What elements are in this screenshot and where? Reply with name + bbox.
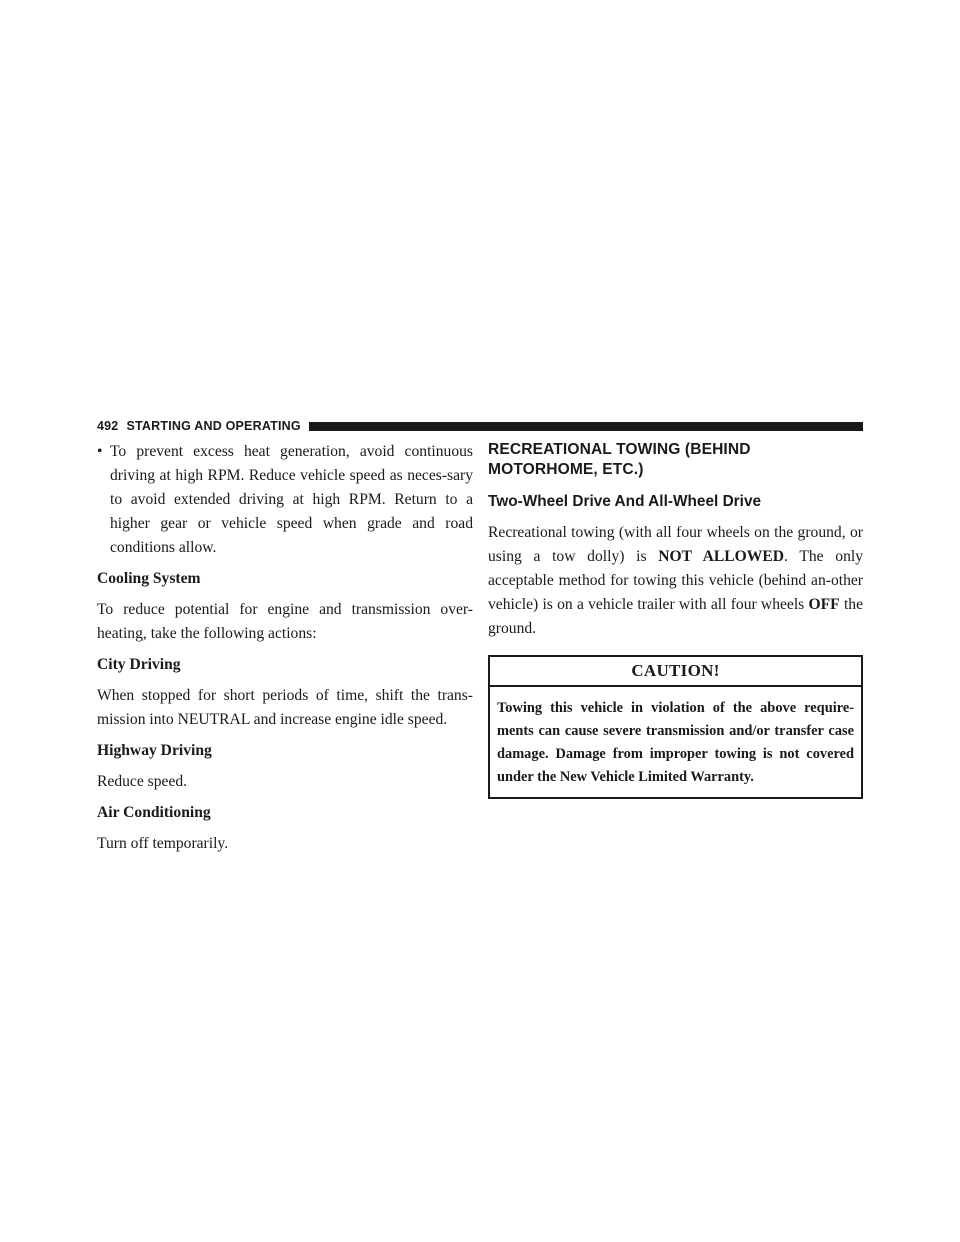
page-number: 492	[97, 419, 119, 433]
drive-type-heading: Two-Wheel Drive And All-Wheel Drive	[488, 493, 762, 510]
page-header	[97, 418, 863, 434]
not-allowed-text: NOT ALLOWED	[658, 548, 785, 565]
air-conditioning-text: Turn off temporarily.	[97, 835, 229, 852]
air-conditioning-heading: Air Conditioning	[97, 804, 211, 821]
cooling-system-heading: Cooling System	[97, 570, 201, 587]
recreational-towing-heading: RECREATIONAL TOWING (BEHIND MOTORHOME, ETC.)	[488, 441, 751, 478]
section-title: STARTING AND OPERATING	[126, 419, 301, 433]
city-driving-text: When stopped for short periods of time, shift the trans-mission into NEUTRAL and increase engine idle speed.	[97, 687, 473, 728]
caution-title: CAUTION!	[490, 657, 861, 687]
cooling-system-text: To reduce potential for engine and transmission over-heating, take the following actions:	[97, 601, 473, 642]
right-column	[488, 440, 863, 799]
towing-text-1: Recreational towing (with all four wheels on the ground, or using a tow dolly) is	[488, 524, 863, 565]
caution-text: Towing this vehicle in violation of the above require-ments can cause severe transmission and/or transfer case damage. Damage from improper towing is not covered under the New Vehicle Limited Warranty.	[497, 700, 854, 785]
caution-box	[488, 655, 863, 799]
highway-driving-text: Reduce speed.	[97, 773, 188, 790]
header-rule	[309, 422, 863, 431]
bullet-text: To prevent excess heat generation, avoid continuous driving at high RPM. Reduce vehicle speed as neces-sary to avoid extended driving at high RPM. Return to a higher gear or vehicle speed when grade and road conditions allow.	[110, 443, 473, 556]
left-column	[97, 440, 473, 863]
towing-text-2: . The only acceptable method for towing this vehicle (behind an-other vehicle) is on a vehicle trailer with all four wheels	[488, 548, 864, 613]
bullet-icon: •	[97, 443, 103, 460]
bullet-item	[97, 440, 473, 560]
highway-driving-heading: Highway Driving	[97, 742, 212, 759]
towing-paragraph	[488, 521, 863, 641]
off-text: OFF	[808, 596, 840, 613]
city-driving-heading: City Driving	[97, 656, 181, 673]
towing-text-3: the ground.	[488, 596, 863, 637]
